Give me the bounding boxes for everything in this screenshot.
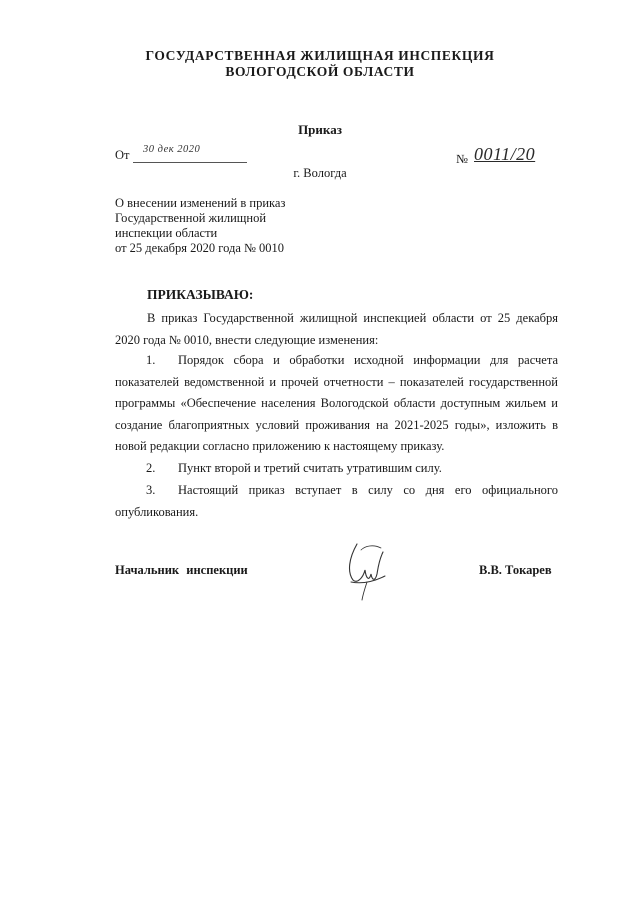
date-value: 30 дек 2020 <box>143 144 201 155</box>
number-label: № <box>456 152 468 166</box>
list-item-text: Настоящий приказ вступает в силу со дня его официального опубликования. <box>115 483 558 519</box>
subject-block <box>115 196 285 256</box>
intro-paragraph: В приказ Государственной жилищной инспекцией области от 25 декабря 2020 года № 0010, внести следующие изменения: <box>115 311 558 347</box>
signatory-title: Начальник инспекции <box>115 563 248 577</box>
signatory-name: В.В. Токарев <box>479 563 552 577</box>
list-item-1 <box>115 350 558 458</box>
list-item-number: 1. <box>146 353 156 367</box>
decree-heading: ПРИКАЗЫВАЮ: <box>147 287 254 302</box>
list-item-number: 3. <box>146 483 156 497</box>
org-name-line2: ВОЛОГОДСКОЙ ОБЛАСТИ <box>225 64 415 79</box>
list-item-text: Порядок сбора и обработки исходной информации для расчета показателей ведомственной и прочей отчетности – показателей государственной программы «Обеспечение населения Вологодской области доступным жильем и создание благоприятных условий проживания на 2021-2025 годы», изложить в новой редакции согласно приложению к настоящему приказу. <box>115 353 558 453</box>
handwritten-signature <box>343 538 391 602</box>
number-value: 0011/20 <box>474 144 536 164</box>
subject-line: Государственной жилищной <box>115 211 267 225</box>
list-item-2 <box>115 458 558 480</box>
date-underline <box>133 162 247 163</box>
list-item-3 <box>115 480 558 523</box>
subject-line: О внесении изменений в приказ <box>115 196 286 210</box>
document-type: Приказ <box>298 122 342 137</box>
list-item-number: 2. <box>146 461 156 475</box>
subject-line: инспекции области <box>115 226 218 240</box>
org-name-line1: ГОСУДАРСТВЕННАЯ ЖИЛИЩНАЯ ИНСПЕКЦИЯ <box>145 48 495 63</box>
date-label: От <box>115 148 130 162</box>
subject-line: от 25 декабря 2020 года № 0010 <box>115 241 285 255</box>
city: г. Вологда <box>293 166 347 180</box>
list-item-text: Пункт второй и третий считать утратившим силу. <box>178 461 442 475</box>
